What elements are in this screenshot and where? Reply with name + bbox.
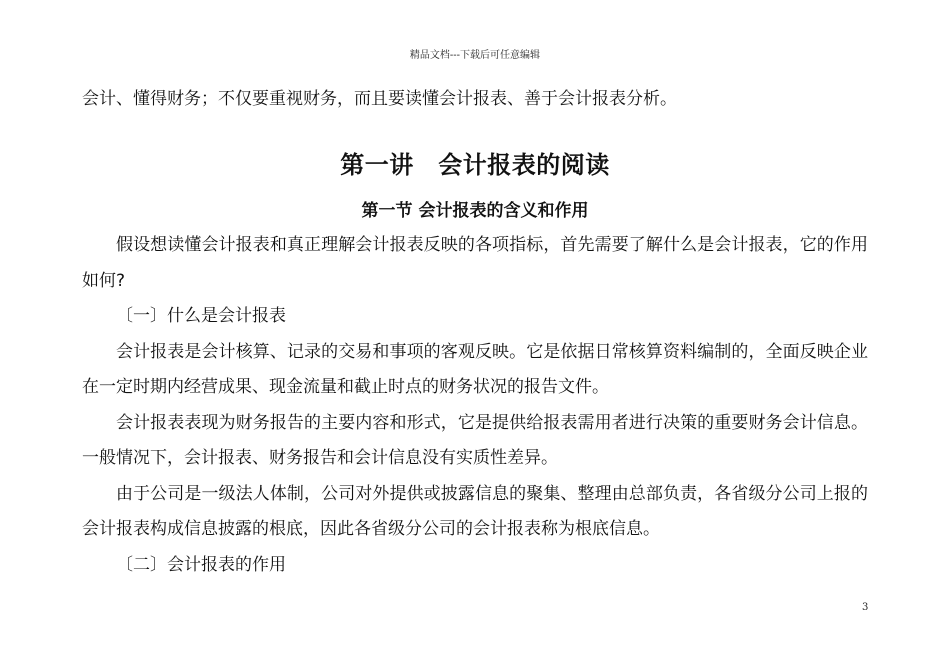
section-title: 第一节 会计报表的含义和作用 [361,201,589,221]
paragraph-company-structure: 由于公司是一级法人体制，公司对外提供或披露信息的聚集、整理由总部负责，各省级分公司上报的会计报表构成信息披露的根底，因此各省级分公司的会计报表称为根底信息。 [82,483,868,539]
intro-line: 会计、懂得财务；不仅要重视财务，而且要读懂会计报表、善于会计报表分析。 [82,89,677,109]
paragraph-intro-question: 假设想读懂会计报表和真正理解会计报表反映的各项指标，首先需要了解什么是会计报表，它的作用如何? [82,235,868,291]
chapter-title: 第一讲 会计报表的阅读 [340,151,610,179]
subheading-what-is-report: 〔一〕什么是会计报表 [116,306,286,326]
page-number: 3 [862,602,869,613]
paragraph-form-content: 会计报表表现为财务报告的主要内容和形式，它是提供给报表需用者进行决策的重要财务会计信息。一般情况下，会计报表、财务报告和会计信息没有实质性差异。 [82,412,868,468]
section-body [82,228,868,583]
paragraph-definition: 会计报表是会计核算、记录的交易和事项的客观反映。它是依据日常核算资料编制的，全面反映企业在一定时期内经营成果、现金流量和截止时点的财务状况的报告文件。 [82,341,868,397]
document-body [82,84,868,583]
page-header-note: 精品文档---下载后可任意编辑 [409,50,541,61]
subheading-report-function: 〔二〕会计报表的作用 [116,554,286,575]
